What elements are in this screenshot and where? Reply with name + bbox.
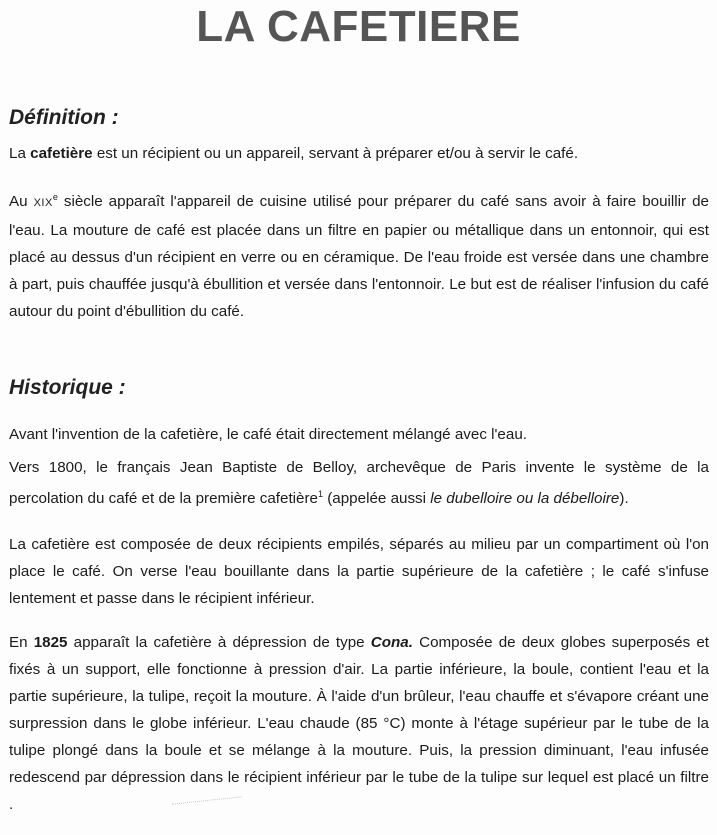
definition-paragraph-2: Au XIXe siècle apparaît l'appareil de cuisine utilisé pour préparer du café sans avoir à faire bouillir de l'eau. La mouture de café est placée dans un filtre en papier ou métallique dans un entonnoir, qui est placé au dessus d'un récipient en verre ou en céramique. De l'eau froide est versée dans une chambre à part, puis chauffée jusqu'à ébullition et versée dans l'entonnoir. Le but est de réaliser l'infusion du café autour du point d'ébullition du café. [9,192,710,321]
definition-heading: Définition : [9,106,119,129]
year-1825: 1825 [33,634,68,651]
historique-paragraph-1: Avant l'invention de la cafetière, le café était directement mélangé avec l'eau. [9,426,527,443]
page-title: LA CAFETIERE [196,2,521,51]
definition-paragraph-1: La cafetière est un récipient ou un appareil, servant à préparer et/ou à servir le café. [9,145,579,162]
term-cafetiere: cafetière [30,145,93,162]
historique-paragraph-4: En 1825 apparaît la cafetière à dépression de type Cona. Composée de deux globes superposés et fixés à un support, elle fonctionne à pression d'air. La partie inférieure, la boule, contient l'eau et la partie supérieure, la tulipe, reçoit la mouture. À l'aide d'un brûleur, l'eau chauffe et s'évapore créant une surpression dans le globe inférieur. L'eau chaude (85 °C) monte à l'étage supérieur par le tube de la tulipe plongé dans la boule et se mélange à la mouture. Puis, la pression diminuant, l'eau infusée redescend par dépression dans le récipient inférieur par le tube de la tulipe sur lequel est placé un filtre . [9,634,710,813]
footnote-marker: 1 [318,489,324,499]
historique-paragraph-2: Vers 1800, le français Jean Baptiste de Belloy, archevêque de Paris invente le système de la percolation du café et de la première cafetière$^1$ (appelée aussi le dubelloire ou la débelloire). [9,459,709,508]
historique-paragraph-3: La cafetière est composée de deux récipients empilés, séparés au milieu par un compartiment où l'on place le café. On verse l'eau bouillante dans la partie supérieure de la cafetière ; le café s'infuse lentement et passe dans le récipient inférieur. [9,536,709,607]
century-numeral: XIX [33,197,53,210]
brand-cona: Cona. [370,634,413,651]
historique-heading: Historique : [9,376,126,399]
alternate-names: le dubelloire ou la débelloire [430,490,620,508]
